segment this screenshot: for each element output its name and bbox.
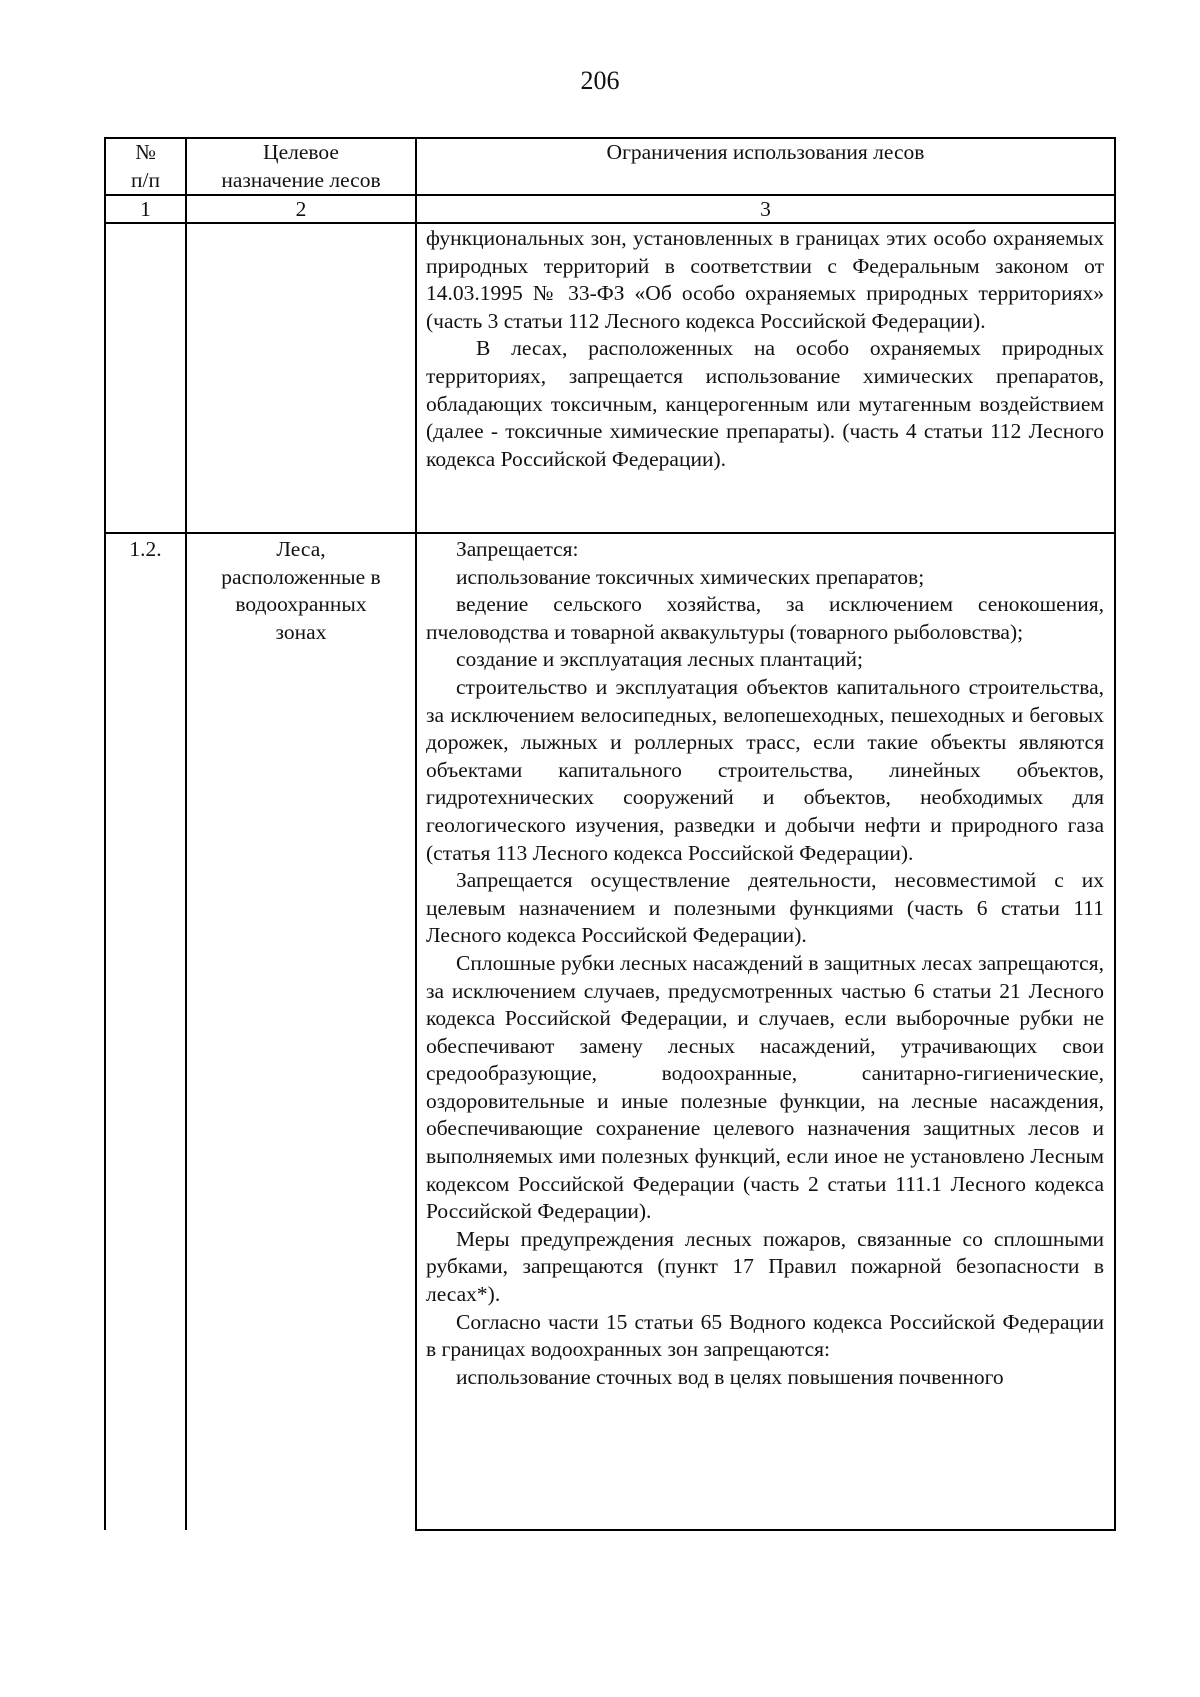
paragraph-7: Сплошные рубки лесных насаждений в защитных лесах запрещаются, за исключением случаев, предусмотренных частью 6 статьи 21 Лесного кодекса Российской Федерации, и случаев, если выборочные рубки не обеспечивают замену лесных насаждений, утрачивающих свои средообразующие, водоохранные, санитарно-гигиенические, оздоровительные и иные полезные функции, на лесные насаждения, обеспечивающие сохранение целевого назначения защитных лесов и выполняемых ими полезных функций, если иное не установлено Лесным кодексом Российской Федерации (часть 2 статьи 111.1 Лесного кодекса Российской Федерации). <box>426 950 1104 1224</box>
header-restrictions: Ограничения использования лесов <box>606 140 925 164</box>
col-divider-2 <box>415 137 417 1530</box>
header-purpose-line2: назначение лесов <box>221 167 381 192</box>
colnum-2: 2 <box>295 197 307 221</box>
continued-paragraph-1: функциональных зон, установленных в границах этих особо охраняемых природных территорий в соответствии с Федеральным законом от 14.03.1995 № 33-ФЗ «Об особо охраняемых природных территориях» (часть 3 статьи 112 Лесного кодекса Российской Федерации). <box>426 226 1104 333</box>
paragraph-9: Согласно части 15 статьи 65 Водного кодекса Российской Федерации в границах водоохранных зон запрещаются: <box>426 1309 1104 1362</box>
paragraph-6: Запрещается осуществление деятельности, несовместимой с их целевым назначением и полезными функциями (часть 6 статьи 111 Лесного кодекса Российской Федерации). <box>426 868 1104 948</box>
header-num-line1: № <box>135 140 156 164</box>
paragraph-5: строительство и эксплуатация объектов капитального строительства, за исключением велосипедных, велопешеходных, пешеходных и беговых дорожек, лыжных и роллерных трасс, если такие объекты являются объектами капитального строительства, линейных объектов, гидротехнических сооружений и объектов, необходимых для геологического изучения, разведки и добычи нефти и природного газа (статья 113 Лесного кодекса Российской Федерации). <box>426 674 1104 865</box>
purpose-line-4: зонах <box>275 619 327 644</box>
purpose-line-1: Леса, <box>276 537 326 561</box>
purpose-line-2: расположенные в <box>221 564 381 589</box>
table-border-left <box>104 137 106 1530</box>
page-number: 206 <box>580 66 620 95</box>
row-1-2-text <box>426 536 1104 1391</box>
colnum-1: 1 <box>140 197 151 221</box>
col3-bottom <box>415 1529 1116 1531</box>
paragraph-2: использование токсичных химических препаратов; <box>456 564 925 589</box>
row-1-2-purpose <box>187 536 415 646</box>
paragraph-3: ведение сельского хозяйства, за исключением сенокошения, пчеловодства и товарной аквакультуры (товарного рыболовства); <box>426 592 1104 644</box>
continued-paragraph-2: В лесах, расположенных на особо охраняемых природных территориях, запрещается использование химических препаратов, обладающих токсичным, канцерогенным или мутагенным воздействием (далее - токсичные химические препараты). (часть 4 статьи 112 Лесного кодекса Российской Федерации). <box>426 336 1104 471</box>
paragraph-1: Запрещается: <box>456 537 579 561</box>
col-divider-1 <box>185 137 187 1530</box>
paragraph-4: создание и эксплуатация лесных плантаций; <box>456 647 863 672</box>
header-num-line2: п/п <box>131 167 160 192</box>
row-divider <box>104 532 1116 534</box>
row-1-2-num: 1.2. <box>129 537 162 561</box>
header-num <box>106 139 185 194</box>
paragraph-10: использование сточных вод в целях повышения почвенного <box>456 1364 1004 1389</box>
header-purpose <box>187 139 415 194</box>
colnum-divider <box>104 222 1116 224</box>
paragraph-8: Меры предупреждения лесных пожаров, связанные со сплошными рубками, запрещаются (пункт 17 Правил пожарной безопасности в лесах*). <box>426 1226 1104 1307</box>
table-border-right <box>1114 137 1116 1530</box>
continued-row-text <box>426 225 1104 473</box>
colnum-3: 3 <box>760 197 771 221</box>
purpose-line-3: водоохранных <box>235 592 367 617</box>
header-purpose-line1: Целевое <box>263 140 339 164</box>
